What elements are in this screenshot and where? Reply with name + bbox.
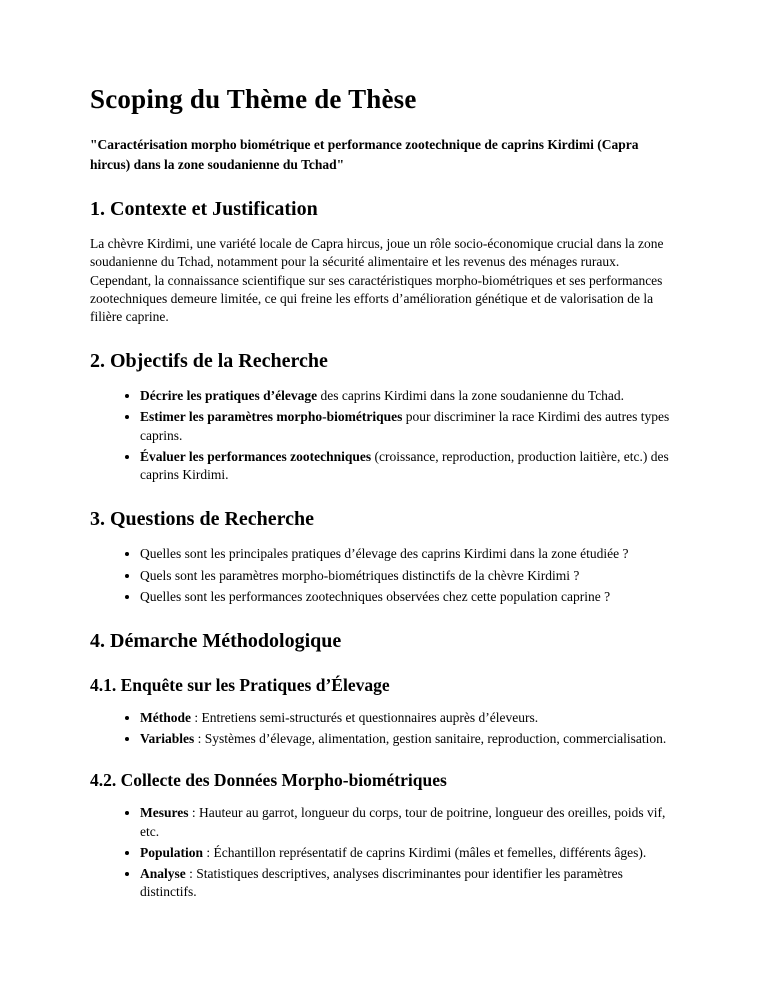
list-item xyxy=(140,844,678,862)
bullet-bold-text: Analyse xyxy=(140,866,186,882)
bullet-bold-text: Méthode xyxy=(140,709,191,725)
bullet-text: : Statistiques descriptives, analyses discriminantes pour identifier les paramètres distinctifs. xyxy=(140,866,623,900)
list-item xyxy=(140,865,678,901)
enquete-list xyxy=(90,709,678,748)
list-item xyxy=(140,804,678,840)
bullet-bold-text: Évaluer les performances zootechniques xyxy=(140,448,372,464)
subsection-heading-collecte: 4.2. Collecte des Données Morpho-biométriques xyxy=(90,770,447,791)
bullet-text: des caprins Kirdimi dans la zone soudanienne du Tchad. xyxy=(317,388,625,404)
context-paragraph: La chèvre Kirdimi, une variété locale de Capra hircus, joue un rôle socio-économique crucial dans la zone soudanienne du Tchad, notamment pour la sécurité alimentaire et les revenus des ménages ruraux. Cependant, la connaissance scientifique sur ses caractéristiques morpho-biométriques et ses performances zootechniques demeure limitée, ce qui freine les efforts d’amélioration génétique et de valorisation de la filière caprine. xyxy=(90,236,664,324)
section-heading-questions: 3. Questions de Recherche xyxy=(90,508,315,531)
list-item xyxy=(140,730,678,748)
subsection-heading-enquete: 4.1. Enquête sur les Pratiques d’Élevage xyxy=(90,674,390,695)
bullet-bold-text: Variables xyxy=(140,731,195,747)
bullet-text: pour discriminer la race Kirdimi des autres types caprins. xyxy=(140,409,670,443)
section-heading-methodologie: 4. Démarche Méthodologique xyxy=(90,629,342,652)
bullet-text: : Échantillon représentatif de caprins Kirdimi (mâles et femelles, différents âges). xyxy=(203,844,647,860)
list-item xyxy=(140,567,678,585)
bullet-text: : Hauteur au garrot, longueur du corps, tour de poitrine, longueur des oreilles, poids vif, etc. xyxy=(140,805,666,839)
bullet-text: : Systèmes d’élevage, alimentation, gestion sanitaire, reproduction, commercialisation. xyxy=(194,731,667,747)
list-item xyxy=(140,387,678,405)
list-item xyxy=(140,408,678,444)
list-item xyxy=(140,448,678,484)
bullet-bold-text: Mesures xyxy=(140,805,189,821)
bullet-text: (croissance, reproduction, production laitière, etc.) des caprins Kirdimi. xyxy=(140,448,669,483)
bullet-text: : Entretiens semi-structurés et questionnaires auprès d’éleveurs. xyxy=(191,709,539,725)
list-item xyxy=(140,545,678,563)
bullet-text: Quelles sont les performances zootechniques observées chez cette population caprine ? xyxy=(140,588,611,604)
list-item xyxy=(140,588,678,606)
bullet-bold-text: Population xyxy=(140,844,204,860)
list-item xyxy=(140,709,678,727)
document-subtitle: "Caractérisation morpho biométrique et performance zootechnique de caprins Kirdimi (Capra hircus) dans la zone soudanienne du Tchad" xyxy=(90,137,639,172)
bullet-text: Quelles sont les principales pratiques d’élevage des caprins Kirdimi dans la zone étudiée ? xyxy=(140,546,629,562)
bullet-bold-text: Estimer les paramètres morpho-biométriques xyxy=(140,409,403,425)
objectifs-list xyxy=(90,387,678,484)
questions-list xyxy=(90,545,678,606)
page-title: Scoping du Thème de Thèse xyxy=(90,84,417,114)
bullet-text: Quels sont les paramètres morpho-biométriques distinctifs de la chèvre Kirdimi ? xyxy=(140,567,580,583)
bullet-bold-text: Décrire les pratiques d’élevage xyxy=(140,388,318,404)
section-heading-context: 1. Contexte et Justification xyxy=(90,198,318,221)
collecte-list xyxy=(90,804,678,901)
section-heading-objectifs: 2. Objectifs de la Recherche xyxy=(90,350,328,373)
